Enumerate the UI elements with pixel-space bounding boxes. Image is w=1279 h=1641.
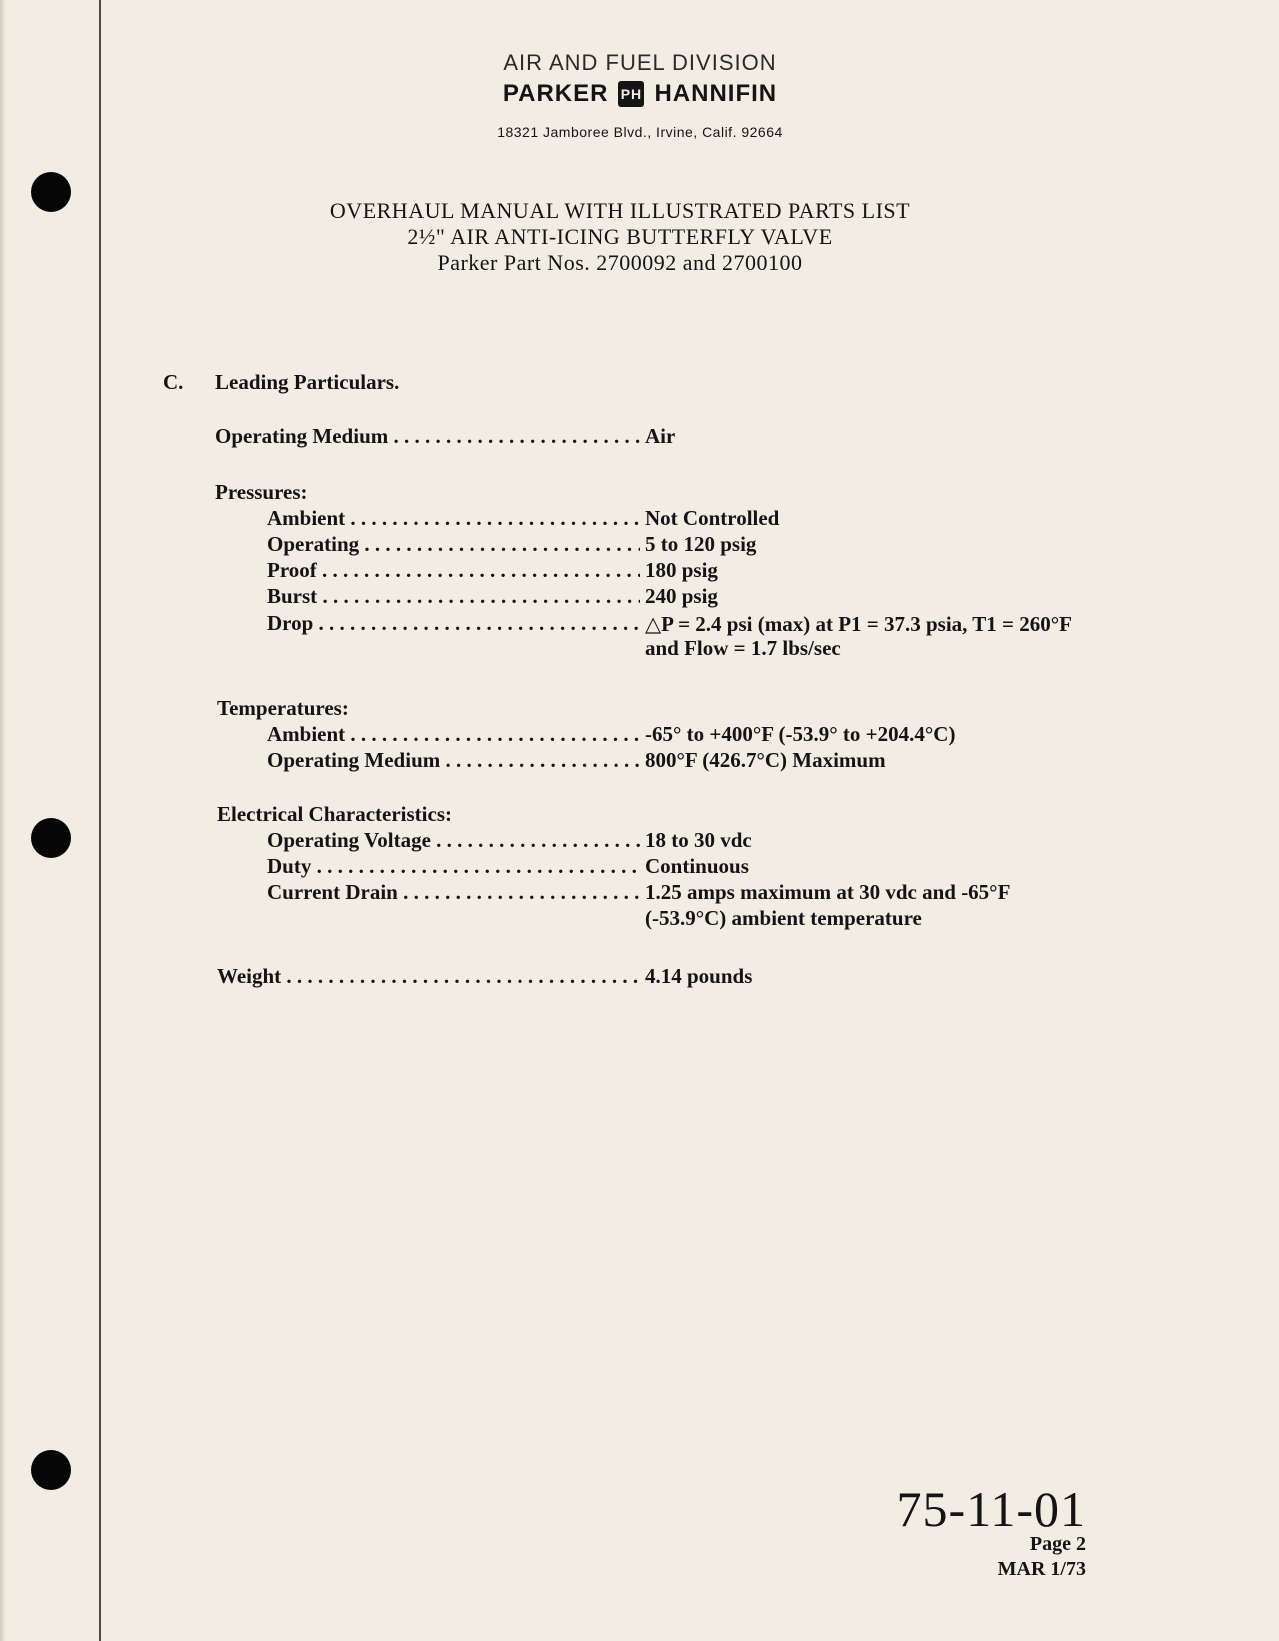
spec-row-pressure-drop <box>267 611 1072 636</box>
spec-value: Not Controlled <box>645 506 780 530</box>
electrical-heading: Electrical Characteristics: <box>217 802 452 826</box>
company-name <box>420 80 860 108</box>
spec-label: Proof . . . <box>267 558 640 583</box>
spec-label: Operating Medium . . . <box>215 424 640 449</box>
punch-hole-middle <box>31 818 71 858</box>
spec-value: 5 to 120 psig <box>645 532 757 556</box>
section-letter: C. <box>163 370 184 394</box>
spec-value: Air <box>645 424 676 448</box>
spec-label: Current Drain . . . <box>267 880 640 905</box>
spec-value: 18 to 30 vdc <box>645 828 752 852</box>
section-heading <box>163 370 399 395</box>
page-number: Page 2 <box>1029 1533 1086 1555</box>
spec-row-pressure-operating <box>267 532 757 557</box>
spec-row-pressure-ambient <box>267 506 780 531</box>
spec-value: 240 psig <box>645 584 718 608</box>
spec-row-operating-medium <box>215 424 676 449</box>
spec-label: Burst . . . <box>267 584 640 609</box>
spec-label: Weight . . . <box>217 964 640 989</box>
revision-date: MAR 1/73 <box>997 1558 1086 1580</box>
spec-value: 180 psig <box>645 558 718 582</box>
spec-label: Operating Medium . . . <box>267 748 640 773</box>
pressures-heading: Pressures: <box>215 480 308 504</box>
spec-label: Drop . . . <box>267 611 640 636</box>
temperatures-heading: Temperatures: <box>217 696 349 720</box>
spec-value: △P = 2.4 psi (max) at P1 = 37.3 psia, T1 = 260°F <box>645 612 1072 636</box>
division-name: AIR AND FUEL DIVISION <box>503 50 777 75</box>
title-line-2: 2½" AIR ANTI-ICING BUTTERFLY VALVE <box>407 224 833 249</box>
punch-hole-bottom <box>31 1450 71 1490</box>
spec-row-pressure-proof <box>267 558 718 583</box>
spec-row-duty <box>267 854 749 879</box>
spec-row-weight <box>217 964 753 989</box>
manual-title <box>200 198 1040 276</box>
spec-label: Ambient . . . <box>267 506 640 531</box>
paper-edge <box>0 0 6 1641</box>
company-name-right: HANNIFIN <box>654 80 778 107</box>
spec-value: 4.14 pounds <box>645 964 753 988</box>
spec-row-temperature-ambient <box>267 722 956 747</box>
title-line-3: Parker Part Nos. 2700092 and 2700100 <box>437 250 803 275</box>
spec-value: Continuous <box>645 854 749 878</box>
spec-value-continued: and Flow = 1.7 lbs/sec <box>645 636 841 660</box>
spec-label: Ambient . . . <box>267 722 640 747</box>
spec-row-pressure-burst <box>267 584 718 609</box>
section-title: Leading Particulars. <box>215 370 400 394</box>
spec-row-current-drain <box>267 880 1011 905</box>
title-line-1: OVERHAUL MANUAL WITH ILLUSTRATED PARTS LIST <box>329 198 911 223</box>
spec-label: Duty . . . <box>267 854 640 879</box>
spec-label: Operating . . . <box>267 532 640 557</box>
spec-row-operating-voltage <box>267 828 752 853</box>
document-number: 75-11-01 <box>896 1481 1086 1537</box>
company-name-left: PARKER <box>502 80 609 107</box>
spec-value: -65° to +400°F (-53.9° to +204.4°C) <box>645 722 956 746</box>
punch-hole-top <box>31 172 71 212</box>
spec-value-continued: (-53.9°C) ambient temperature <box>645 906 922 930</box>
spec-value: 800°F (426.7°C) Maximum <box>645 748 886 772</box>
spec-value: 1.25 amps maximum at 30 vdc and -65°F <box>645 880 1011 904</box>
company-address: 18321 Jamboree Blvd., Irvine, Calif. 92664 <box>497 124 783 140</box>
parker-hannifin-logo-icon: PH <box>618 81 644 107</box>
spec-label: Operating Voltage . . . <box>267 828 640 853</box>
spec-row-temperature-operating-medium <box>267 748 886 773</box>
margin-line <box>99 0 101 1641</box>
